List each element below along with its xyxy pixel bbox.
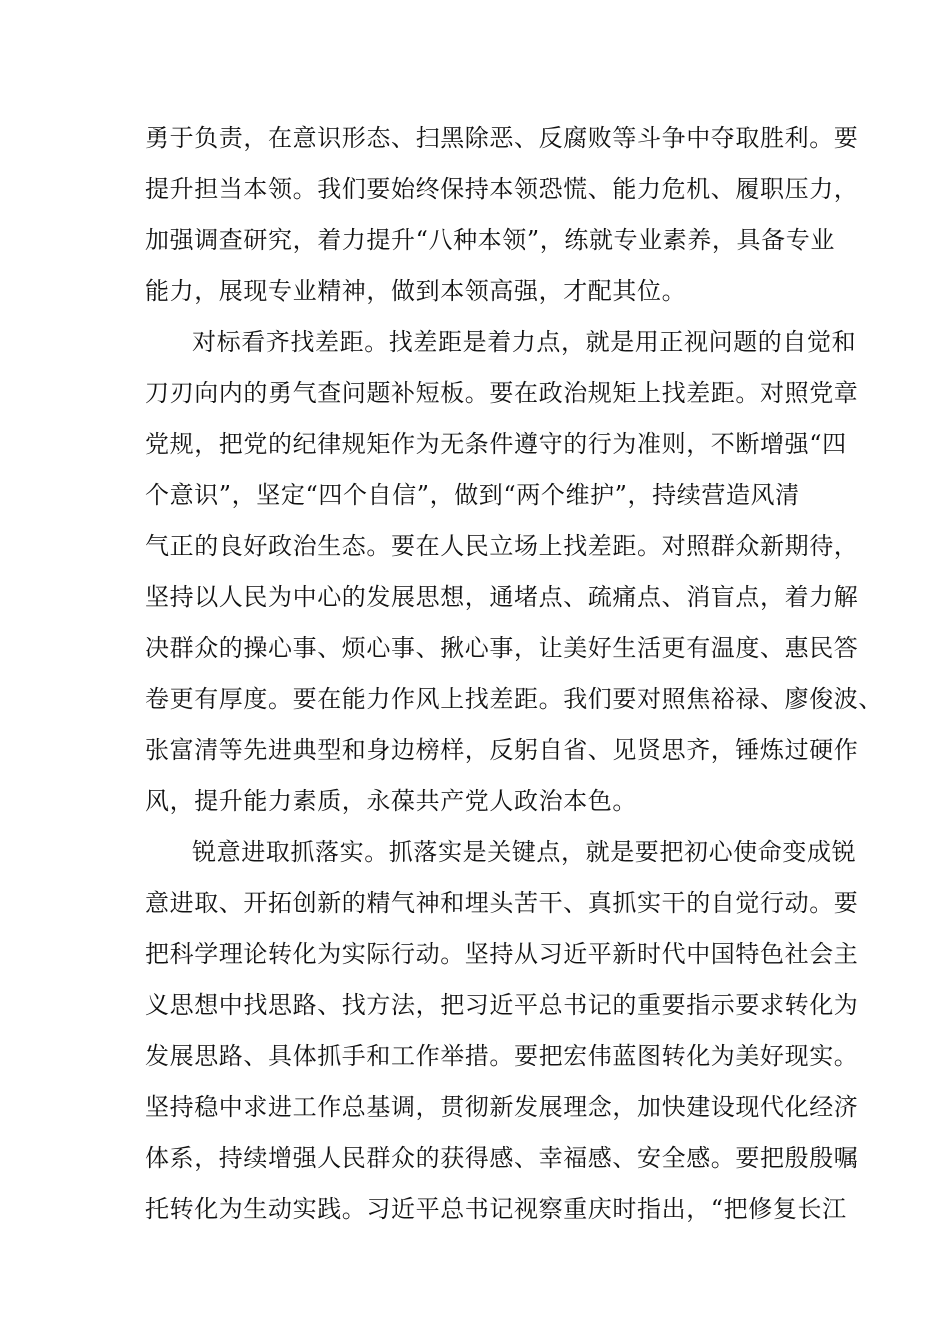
text-line: 党规，把党的纪律规矩作为无条件遵守的行为准则，不断增强“四 [145, 430, 847, 458]
paragraph-first-line: 锐意进取抓落实。抓落实是关键点，就是要把初心使命变成锐 [192, 838, 857, 866]
text-line: 义思想中找思路、找方法，把习近平总书记的重要指示要求转化为 [145, 991, 859, 1019]
text-line: 刀刃向内的勇气查问题补短板。要在政治规矩上找差距。对照党章 [145, 379, 859, 407]
text-line: 把科学理论转化为实际行动。坚持从习近平新时代中国特色社会主 [145, 940, 859, 968]
text-line: 托转化为生动实践。习近平总书记视察重庆时指出，“把修复长江 [145, 1195, 847, 1223]
text-line: 决群众的操心事、烦心事、揪心事，让美好生活更有温度、惠民答 [145, 634, 859, 662]
text-line: 个意识”，坚定“四个自信”，做到“两个维护”，持续营造风清 [145, 481, 800, 509]
text-line: 体系，持续增强人民群众的获得感、幸福感、安全感。要把殷殷嘱 [145, 1144, 859, 1172]
text-line: 意进取、开拓创新的精气神和埋头苦干、真抓实干的自觉行动。要 [145, 889, 859, 917]
text-line: 坚持以人民为中心的发展思想，通堵点、疏痛点、消盲点，着力解 [145, 583, 859, 611]
text-line: 能力，展现专业精神，做到本领高强，才配其位。 [145, 277, 687, 305]
text-line: 张富清等先进典型和身边榜样，反躬自省、见贤思齐，锤炼过硬作 [145, 736, 859, 764]
text-line: 加强调查研究，着力提升“八种本领”，练就专业素养，具备专业 [145, 226, 835, 254]
text-line: 提升担当本领。我们要始终保持本领恐慌、能力危机、履职压力， [145, 175, 859, 203]
text-line: 坚持稳中求进工作总基调，贯彻新发展理念，加快建设现代化经济 [145, 1093, 859, 1121]
text-line: 气正的良好政治生态。要在人民立场上找差距。对照群众新期待， [145, 532, 859, 560]
text-line: 卷更有厚度。要在能力作风上找差距。我们要对照焦裕禄、廖俊波、 [145, 685, 883, 713]
paragraph-first-line: 对标看齐找差距。找差距是着力点，就是用正视问题的自觉和 [192, 328, 857, 356]
text-line: 发展思路、具体抓手和工作举措。要把宏伟蓝图转化为美好现实。 [145, 1042, 859, 1070]
text-line: 风，提升能力素质，永葆共产党人政治本色。 [145, 787, 637, 815]
text-line: 勇于负责，在意识形态、扫黑除恶、反腐败等斗争中夺取胜利。要 [145, 124, 859, 152]
